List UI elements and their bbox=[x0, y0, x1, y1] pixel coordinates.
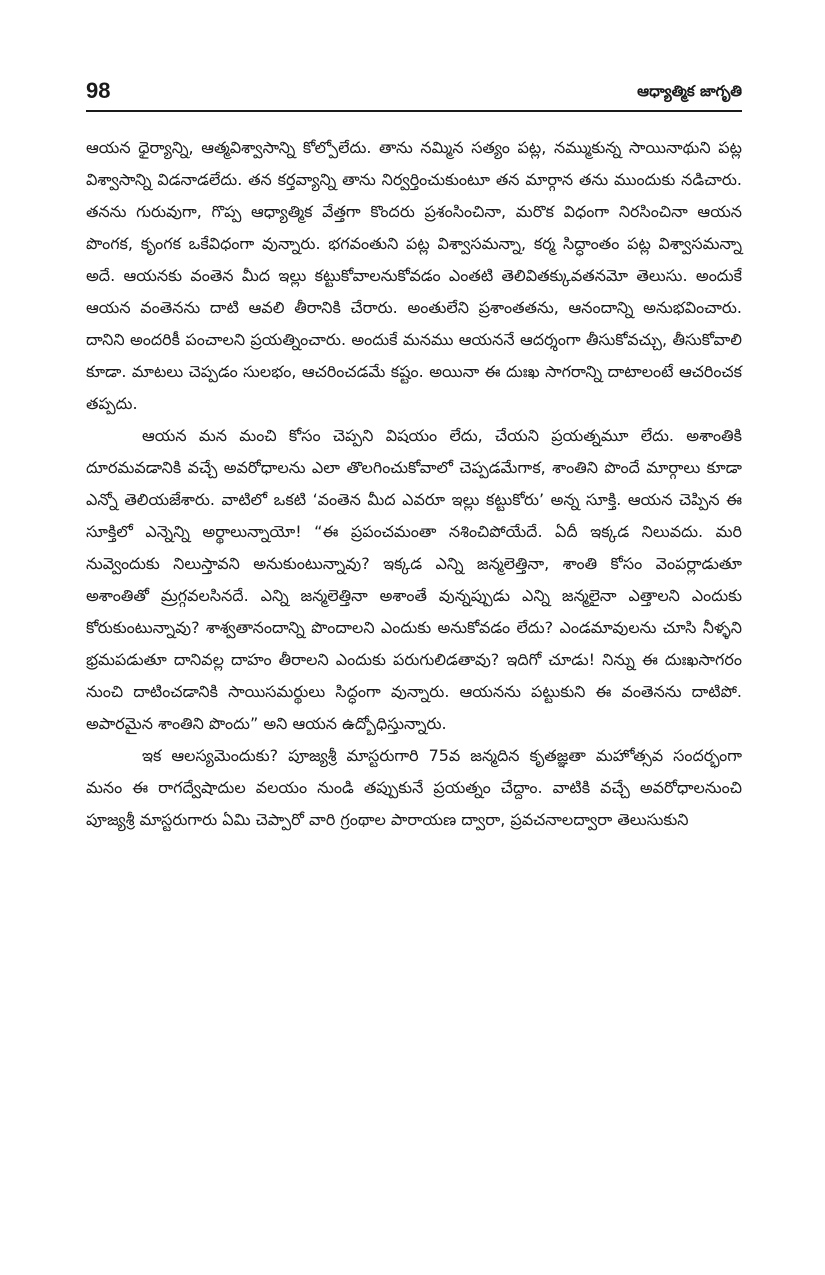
paragraph-3: ఇక ఆలస్యమెందుకు? పూజ్యశ్రీ మాస్టరుగారి 75వ జన్మదిన కృతజ్ఞతా మహోత్సవ సందర్భంగా మనం ఈ రాగద్వేషాదుల వలయం నుండి తప్పుకునే ప్రయత్నం చేద్దాం. వాటికి వచ్చే అవరోధాలనుంచి పూజ్యశ్రీ మాస్టరుగారు ఏమి చెప్పారో వారి గ్రంథాల పారాయణ ద్వారా, ప్రవచనాలద్వారా తెలుసుకుని bbox=[86, 746, 742, 829]
header-rule bbox=[86, 110, 742, 112]
page-header bbox=[86, 78, 742, 108]
paragraph-2: ఆయన మన మంచి కోసం చెప్పని విషయం లేదు, చేయని ప్రయత్నమూ లేదు. అశాంతికి దూరమవడానికి వచ్చే అవరోధాలను ఎలా తొలగించుకోవాలో చెప్పడమేగాక, శాంతిని పొందే మార్గాలు కూడా ఎన్నో తెలియజేశారు. వాటిలో ఒకటి ‘వంతెన మీద ఎవరూ ఇల్లు కట్టుకోరు’ అన్న సూక్తి. ఆయన చెప్పిన ఈ సూక్తిలో ఎన్నెన్ని అర్థాలున్నాయో! “ఈ ప్రపంచమంతా నశించిపోయేదే. ఏదీ ఇక్కడ నిలువదు. మరి నువ్వెందుకు నిలుస్తావని అనుకుంటున్నావు? ఇక్కడ ఎన్ని జన్మలెత్తినా, శాంతి కోసం వెంపర్లాడుతూ అశాంతితో మ్రగ్గవలసినదే. ఎన్ని జన్మలెత్తినా అశాంతే వున్నప్పుడు ఎన్ని జన్మలైనా ఎత్తాలని ఎందుకు కోరుకుంటున్నావు? శాశ్వతానందాన్ని పొందాలని ఎందుకు అనుకోవడం లేదు? ఎండమావులను చూసి నీళ్ళని భ్రమపడుతూ దానివల్ల దాహం తీరాలని ఎందుకు పరుగులిడతావు? ఇదిగో చూడు! నిన్ను ఈ దుఃఖసాగరం నుంచి దాటించడానికి సాయిసమర్థులు సిద్ధంగా వున్నారు. ఆయనను పట్టుకుని ఈ వంతెనను దాటిపో. అపారమైన శాంతిని పొందు” అని ఆయన ఉద్బోధిస్తున్నారు. bbox=[86, 426, 742, 733]
paragraph-1: ఆయన ధైర్యాన్ని, ఆత్మవిశ్వాసాన్ని కోల్పోలేదు. తాను నమ్మిన సత్యం పట్ల, నమ్ముకున్న సాయినాథుని పట్ల విశ్వాసాన్ని విడనాడలేదు. తన కర్తవ్యాన్ని తాను నిర్వర్తించుకుంటూ తన మార్గాన తను ముందుకు నడిచారు. తనను గురువుగా, గొప్ప ఆధ్యాత్మిక వేత్తగా కొందరు ప్రశంసించినా, మరొక విధంగా నిరసించినా ఆయన పొంగక, కృంగక ఒకేవిధంగా వున్నారు. భగవంతుని పట్ల విశ్వాసమన్నా, కర్మ సిద్ధాంతం పట్ల విశ్వాసమన్నా అదే. ఆయనకు వంతెన మీద ఇల్లు కట్టుకోవాలనుకోవడం ఎంతటి తెలివితక్కువతనమో తెలుసు. అందుకే ఆయన వంతెనను దాటి ఆవలి తీరానికి చేరారు. అంతులేని ప్రశాంతతను, ఆనందాన్ని అనుభవించారు. దానిని అందరికీ పంచాలని ప్రయత్నించారు. అందుకే మనము ఆయననే ఆదర్శంగా తీసుకోవచ్చు, తీసుకోవాలి కూడా. మాటలు చెప్పడం సులభం, ఆచరించడమే కష్టం. అయినా ఈ దుఃఖ సాగరాన్ని దాటాలంటే ఆచరించక తప్పదు. bbox=[86, 138, 742, 413]
page-number: 98 bbox=[86, 78, 111, 103]
body-text bbox=[86, 132, 742, 836]
running-title: ఆధ్యాత్మిక జాగృతి bbox=[637, 82, 742, 100]
